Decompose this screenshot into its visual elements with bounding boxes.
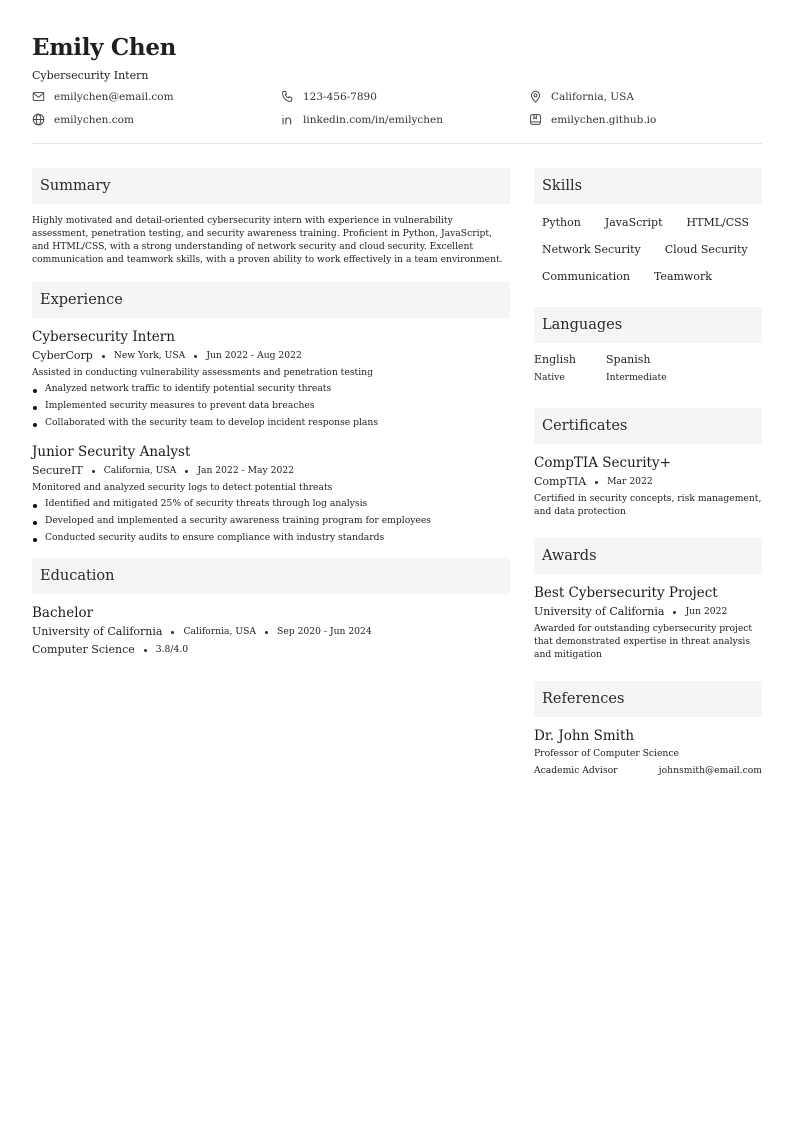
- separator-dot: [102, 355, 105, 358]
- certificate-meta: [534, 474, 762, 490]
- language-level: Intermediate: [606, 372, 667, 383]
- award-title: Best Cybersecurity Project: [534, 585, 718, 601]
- job-meta: [32, 348, 510, 364]
- separator-dot: [144, 649, 147, 652]
- summary-heading: Summary: [32, 168, 510, 204]
- education-dates: Sep 2020 - Jun 2024: [277, 626, 372, 637]
- education-degree: Bachelor: [32, 605, 94, 621]
- job-description: Assisted in conducting vulnerability assessments and penetration testing: [32, 367, 373, 378]
- contact-phone-text: 123-456-7890: [303, 90, 377, 103]
- experience-heading: Experience: [32, 282, 510, 318]
- skill-item: Teamwork: [653, 270, 712, 283]
- reference-position: Professor of Computer Science: [534, 748, 679, 759]
- education-entry: [32, 604, 510, 658]
- award-entry: [534, 584, 762, 661]
- separator-dot: [92, 470, 95, 473]
- skill-item: Cloud Security: [664, 243, 748, 256]
- languages-heading: Languages: [534, 307, 762, 343]
- award-description: Awarded for outstanding cybersecurity project that demonstrated expertise in threat analysis and mitigation: [534, 623, 753, 660]
- reference-name: Dr. John Smith: [534, 728, 635, 744]
- reference-relation: Academic Advisor: [534, 765, 618, 776]
- certificate-issuer: CompTIA: [534, 475, 587, 488]
- candidate-name: Emily Chen: [32, 34, 177, 61]
- job-meta: [32, 463, 510, 479]
- location-icon: [529, 90, 542, 103]
- contact-list: [32, 89, 762, 144]
- skill-item: Communication: [542, 270, 630, 283]
- job-location: New York, USA: [113, 350, 186, 361]
- contact-github[interactable]: [529, 112, 762, 127]
- language-name: Spanish: [606, 353, 651, 366]
- contact-location-text: California, USA: [551, 90, 634, 103]
- contact-linkedin-text: linkedin.com/in/emilychen: [303, 113, 444, 126]
- skills-list: [542, 214, 762, 285]
- contact-email-text: emilychen@email.com: [54, 90, 174, 103]
- separator-dot: [171, 631, 174, 634]
- certificates-heading: Certificates: [534, 408, 762, 444]
- language-item: [606, 353, 678, 384]
- job-title: Junior Security Analyst: [32, 444, 191, 460]
- mail-icon: [32, 90, 45, 103]
- job-bullet: Developed and implemented a security awareness training program for employees: [32, 514, 510, 527]
- skills-heading: Skills: [534, 168, 762, 204]
- references-heading: References: [534, 681, 762, 717]
- job-bullet: Identified and mitigated 25% of security threats through log analysis: [32, 497, 510, 510]
- summary-text: Highly motivated and detail-oriented cybersecurity intern with experience in vulnerability assessment, penetration testing, and security awareness training. Proficient in Python, JavaScript, and HTML/CSS, with a strong understanding of network security and cloud security. Excellent communication and teamwork skills, with a proven ability to work effectively in a team environment.: [32, 215, 503, 265]
- job-bullet: Conducted security audits to ensure compliance with industry standards: [32, 531, 510, 544]
- education-field: Computer Science: [32, 643, 135, 656]
- content-columns: [32, 168, 762, 797]
- contact-phone[interactable]: [281, 89, 529, 104]
- separator-dot: [185, 470, 188, 473]
- education-gpa: 3.8/4.0: [155, 644, 189, 655]
- candidate-title: Cybersecurity Intern: [32, 69, 149, 82]
- certificate-title: CompTIA Security+: [534, 455, 671, 471]
- job-company: SecureIT: [32, 464, 83, 477]
- education-location: California, USA: [183, 626, 257, 637]
- linkedin-icon: [281, 113, 294, 126]
- job-bullet: Analyzed network traffic to identify potential security threats: [32, 382, 510, 395]
- job-title: Cybersecurity Intern: [32, 329, 175, 345]
- skill-item: Python: [542, 216, 581, 229]
- language-item: [534, 353, 606, 384]
- separator-dot: [673, 611, 676, 614]
- language-level: Native: [534, 372, 565, 383]
- reference-contact-row: [534, 764, 762, 777]
- globe-icon: [32, 113, 45, 126]
- languages-list: [534, 353, 762, 384]
- experience-entry: [32, 443, 510, 544]
- contact-email[interactable]: [32, 89, 281, 104]
- separator-dot: [194, 355, 197, 358]
- language-name: English: [534, 353, 576, 366]
- job-bullets: [32, 382, 510, 429]
- award-issuer: University of California: [534, 605, 665, 618]
- phone-icon: [281, 90, 294, 103]
- contact-linkedin[interactable]: [281, 112, 529, 127]
- reference-entry: [534, 727, 762, 777]
- skill-item: Network Security: [542, 243, 641, 256]
- contact-github-text: emilychen.github.io: [551, 113, 657, 126]
- contact-website[interactable]: [32, 112, 281, 127]
- separator-dot: [595, 481, 598, 484]
- job-company: CyberCorp: [32, 349, 93, 362]
- award-date: Jun 2022: [685, 606, 728, 617]
- certificate-description: Certified in security concepts, risk management, and data protection: [534, 493, 762, 517]
- skill-item: JavaScript: [604, 216, 663, 229]
- job-bullet: Implemented security measures to prevent data breaches: [32, 399, 510, 412]
- contact-website-text: emilychen.com: [54, 113, 134, 126]
- job-location: California, USA: [103, 465, 177, 476]
- job-dates: Jun 2022 - Aug 2022: [206, 350, 302, 361]
- award-meta: [534, 604, 762, 620]
- education-meta: [32, 624, 510, 640]
- job-bullets: [32, 497, 510, 544]
- awards-heading: Awards: [534, 538, 762, 574]
- right-column: [534, 168, 762, 797]
- left-column: [32, 168, 510, 797]
- contact-location: [529, 89, 762, 104]
- separator-dot: [265, 631, 268, 634]
- skill-item: HTML/CSS: [686, 216, 750, 229]
- job-bullet: Collaborated with the security team to develop incident response plans: [32, 416, 510, 429]
- education-heading: Education: [32, 558, 510, 594]
- job-description: Monitored and analyzed security logs to detect potential threats: [32, 482, 333, 493]
- certificate-date: Mar 2022: [607, 476, 653, 487]
- certificate-entry: [534, 454, 762, 518]
- experience-entry: [32, 328, 510, 429]
- github-icon: [529, 113, 542, 126]
- reference-email[interactable]: johnsmith@email.com: [658, 765, 762, 776]
- education-school: University of California: [32, 625, 163, 638]
- job-dates: Jan 2022 - May 2022: [197, 465, 295, 476]
- education-details: [32, 642, 510, 658]
